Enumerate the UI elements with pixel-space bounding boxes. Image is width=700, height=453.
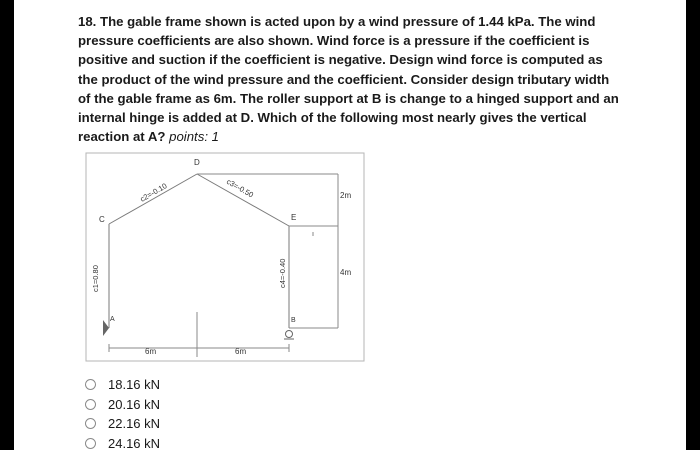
radio-button[interactable] <box>85 418 96 429</box>
pin-support-a <box>103 320 109 336</box>
gable-frame-figure <box>85 152 365 364</box>
option-label: 22.16 kN <box>108 416 160 431</box>
label-d: D <box>194 158 200 167</box>
label-b: B <box>291 317 296 324</box>
left-border <box>0 0 14 450</box>
frame-members <box>109 174 289 328</box>
option-label: 18.16 kN <box>108 377 160 392</box>
question-text <box>78 12 623 146</box>
option-3[interactable] <box>85 414 160 434</box>
points-label: points: 1 <box>169 129 219 144</box>
question-number: 18. <box>78 14 96 29</box>
dim-column: 4m <box>340 268 351 277</box>
radio-button[interactable] <box>85 379 96 390</box>
label-e: E <box>291 213 296 222</box>
radio-button[interactable] <box>85 399 96 410</box>
roller-support-b <box>286 331 293 338</box>
option-label: 20.16 kN <box>108 397 160 412</box>
question-body: The gable frame shown is acted upon by a wind pressure of 1.44 kPa. The wind pressure coefficients are also shown. Wind force is a pressure if the coefficient is positive and suction if the coefficient is negative. Design wind force is computed as the product of the wind pressure and the coefficient. Consider design tributary width of the gable frame as 6m. The roller support at B is change to a hinged support and an internal hinge is added at D. Which of the following most nearly gives the vertical reaction at A? <box>78 14 619 144</box>
coef-c4: c4=-0.40 <box>278 259 287 288</box>
dim-span-left: 6m <box>145 347 156 356</box>
option-2[interactable] <box>85 395 160 415</box>
rafter-right <box>197 174 289 226</box>
option-4[interactable] <box>85 434 160 453</box>
coef-c2: c2=-0.10 <box>139 181 169 203</box>
answer-options <box>85 375 160 453</box>
dim-rise: 2m <box>340 191 351 200</box>
rafter-left <box>109 174 197 224</box>
label-a: A <box>110 316 115 323</box>
dim-span-right: 6m <box>235 347 246 356</box>
option-1[interactable] <box>85 375 160 395</box>
coef-c3: c3=-0.50 <box>225 177 255 199</box>
right-border <box>686 0 700 450</box>
radio-button[interactable] <box>85 438 96 449</box>
coef-c1: c1=0.80 <box>91 265 100 292</box>
label-c: C <box>99 215 105 224</box>
option-label: 24.16 kN <box>108 436 160 451</box>
